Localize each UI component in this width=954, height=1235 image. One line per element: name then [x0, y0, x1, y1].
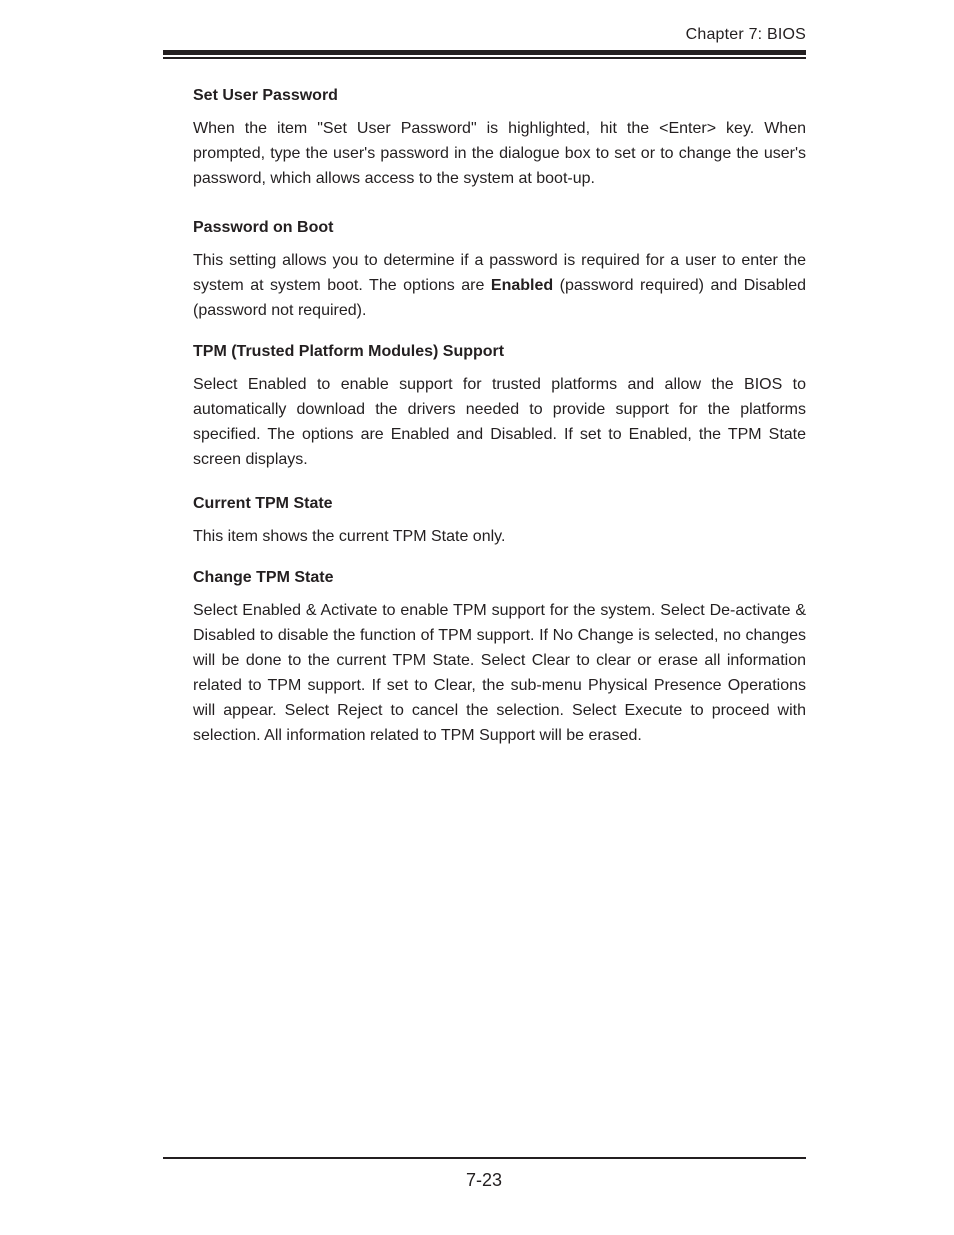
section-body — [193, 248, 806, 323]
body-text-bold: Enabled — [490, 277, 554, 294]
section-body: Select Enabled & Activate to enable TPM support for the system. Select De-activate & Disabled to disable the function of TPM support. If No Change is selected, no changes will be done to the current TPM State. Select Clear to clear or erase all information related to TPM support. If set to Clear, the sub-menu Physical Presence Operations will appear. Select Reject to cancel the selection. Select Execute to proceed with selection. All information related to TPM Support will be erased. — [193, 602, 806, 744]
section-set-user-password — [193, 85, 806, 191]
section-body: Select Enabled to enable support for trusted platforms and allow the BIOS to automatically download the drivers needed to provide support for the platforms specified. The options are Enabled and Disabled. If set to Enabled, the TPM State screen displays. — [193, 376, 806, 468]
section-body: When the item "Set User Password" is highlighted, hit the <Enter> key. When prompted, type the user's password in the dialogue box to set or to change the user's password, which allows access to the system at boot-up. — [193, 120, 806, 187]
header-rule-thick — [163, 50, 806, 55]
page-content — [193, 85, 806, 748]
section-current-tpm-state — [193, 493, 806, 549]
section-tpm-support — [193, 341, 806, 472]
footer-rule — [163, 1157, 806, 1159]
page-number: 7-23 — [465, 1170, 503, 1190]
header-rule-thin — [163, 57, 806, 59]
section-password-on-boot — [193, 217, 806, 323]
body-text-before: This setting allows you to determine if a password is required for a user to enter the system at system boot. The options are — [193, 252, 806, 294]
section-heading: Change TPM State — [193, 569, 334, 586]
section-body: This item shows the current TPM State only. — [193, 528, 506, 545]
section-heading: Set User Password — [193, 87, 338, 104]
body-text-after: (password required) and Disabled (password not required). — [193, 277, 807, 319]
section-heading: TPM (Trusted Platform Modules) Support — [193, 343, 505, 360]
section-change-tpm-state — [193, 567, 806, 748]
chapter-title: Chapter 7: BIOS — [685, 26, 806, 43]
section-heading: Current TPM State — [193, 495, 333, 512]
section-heading: Password on Boot — [193, 219, 334, 236]
